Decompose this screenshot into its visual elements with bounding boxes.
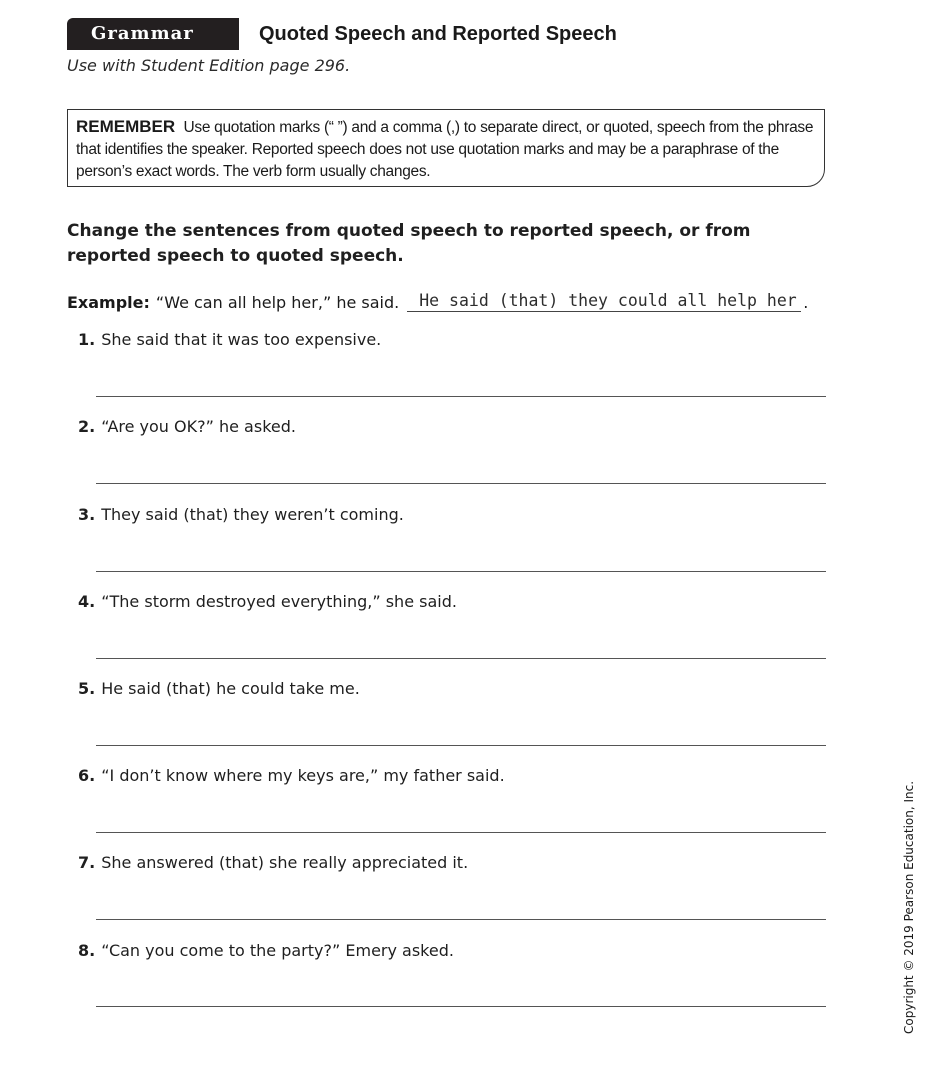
answer-line-6[interactable] xyxy=(96,832,826,833)
item-text: “Are you OK?” he asked. xyxy=(101,417,296,436)
worksheet-header xyxy=(67,18,617,50)
remember-keyword: REMEMBER xyxy=(76,117,176,136)
answer-line-5[interactable] xyxy=(96,745,826,746)
example-end-punct: . xyxy=(803,293,809,312)
exercise-item-4 xyxy=(78,592,457,611)
answer-line-2[interactable] xyxy=(96,483,826,484)
example-answer: He said (that) they could all help her xyxy=(419,291,797,310)
exercise-item-2 xyxy=(78,417,296,436)
exercise-item-3 xyxy=(78,505,404,524)
exercise-item-7 xyxy=(78,853,468,872)
item-number: 7. xyxy=(78,853,96,872)
page-subtitle: Use with Student Edition page 296. xyxy=(67,56,351,75)
example-label: Example: xyxy=(67,293,150,312)
item-text: She answered (that) she really appreciated it. xyxy=(101,853,469,872)
answer-line-3[interactable] xyxy=(96,571,826,572)
answer-line-8[interactable] xyxy=(96,1006,826,1007)
item-text: “The storm destroyed everything,” she said. xyxy=(101,592,457,611)
item-number: 1. xyxy=(78,330,96,349)
exercise-item-5 xyxy=(78,679,360,698)
item-text: He said (that) he could take me. xyxy=(101,679,360,698)
instructions: Change the sentences from quoted speech to reported speech, or from reported speech to quoted speech. xyxy=(67,221,751,266)
exercise-item-6 xyxy=(78,766,505,785)
remember-box xyxy=(67,109,825,187)
example-answer-line xyxy=(407,285,801,312)
item-number: 2. xyxy=(78,417,96,436)
exercise-item-1 xyxy=(78,330,381,349)
answer-line-1[interactable] xyxy=(96,396,826,397)
grammar-tab-label: Grammar xyxy=(67,18,239,50)
answer-line-4[interactable] xyxy=(96,658,826,659)
page-title: Quoted Speech and Reported Speech xyxy=(259,22,617,45)
item-number: 3. xyxy=(78,505,96,524)
remember-text: Use quotation marks (“ ”) and a comma (,) to separate direct, or quoted, speech from the phrase that identifies the speaker. Reported speech does not use quotation marks and may be a paraphrase of the person’s exact words. The verb form usually changes. xyxy=(76,119,814,180)
item-number: 8. xyxy=(78,941,96,960)
item-text: She said that it was too expensive. xyxy=(101,330,382,349)
example-row xyxy=(67,284,827,312)
copyright-notice: Copyright © 2019 Pearson Education, Inc. xyxy=(902,780,916,1034)
item-text: “I don’t know where my keys are,” my father said. xyxy=(101,766,505,785)
exercise-item-8 xyxy=(78,941,454,960)
item-text: “Can you come to the party?” Emery asked. xyxy=(101,941,454,960)
item-number: 5. xyxy=(78,679,96,698)
item-number: 4. xyxy=(78,592,96,611)
example-prompt: “We can all help her,” he said. xyxy=(155,293,400,312)
answer-line-7[interactable] xyxy=(96,919,826,920)
item-text: They said (that) they weren’t coming. xyxy=(101,505,404,524)
item-number: 6. xyxy=(78,766,96,785)
